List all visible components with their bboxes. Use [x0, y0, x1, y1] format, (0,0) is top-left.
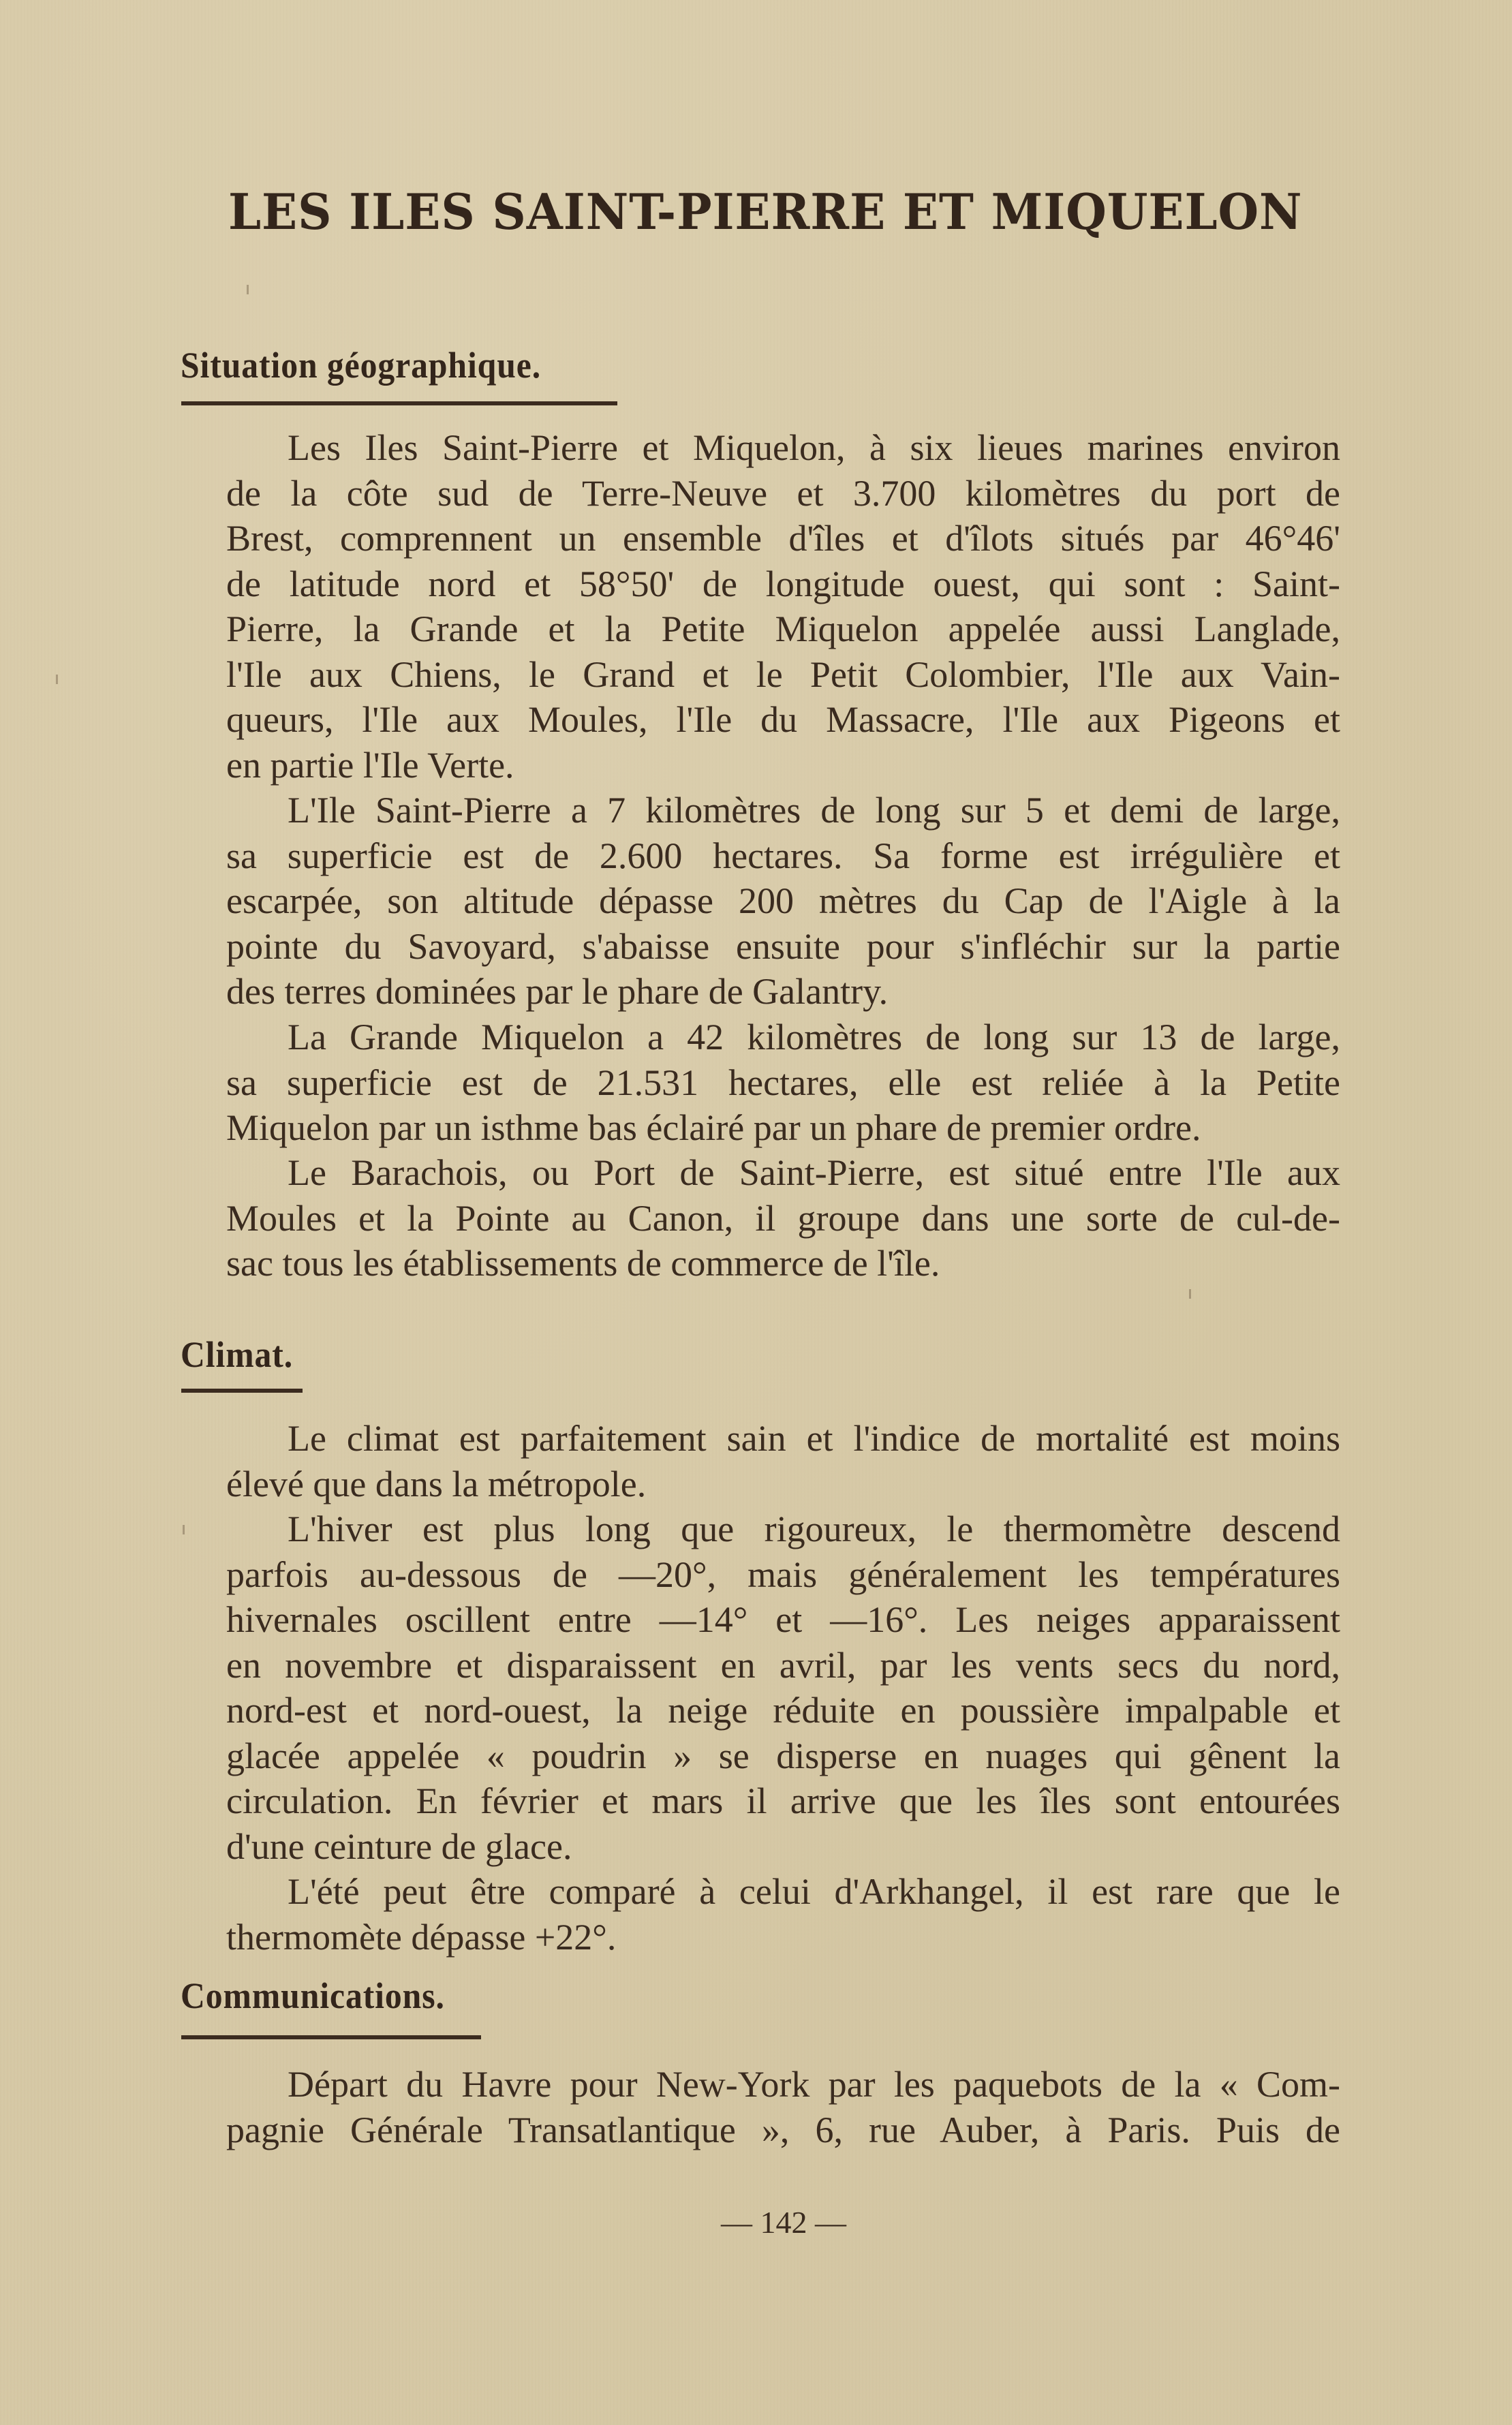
text-line: queurs, l'Ile aux Moules, l'Ile du Massacre, l'Ile aux Pigeons et	[226, 699, 1340, 740]
text-line: l'Ile aux Chiens, le Grand et le Petit Colombier, l'Ile aux Vain-	[226, 653, 1340, 695]
text-line: thermomète dépasse +22°.	[226, 1916, 617, 1958]
text-line: Pierre, la Grande et la Petite Miquelon appelée aussi Langlade,	[226, 608, 1340, 649]
text-line: L'hiver est plus long que rigoureux, le thermomètre descend	[288, 1509, 1340, 1549]
text-line: en novembre et disparaissent en avril, par les vents secs du nord,	[226, 1644, 1340, 1686]
text-line: nord-est et nord-ouest, la neige réduite en poussière impalpable et	[226, 1690, 1340, 1731]
text-line: escarpée, son altitude dépasse 200 mètres du Cap de l'Aigle à la	[226, 880, 1340, 921]
text-line: en partie l'Ile Verte.	[226, 744, 514, 786]
text-line: pagnie Générale Transatlantique », 6, rue Auber, à Paris. Puis de	[226, 2109, 1340, 2150]
paper-speck	[183, 1525, 185, 1534]
text-line: Départ du Havre pour New-York par les paquebots de la « Com-	[288, 2064, 1340, 2105]
text-line: de latitude nord et 58°50' de longitude ouest, qui sont : Saint-	[226, 563, 1340, 604]
paragraph	[226, 1015, 1340, 1151]
text-line: pointe du Savoyard, s'abaisse ensuite pour s'infléchir sur la partie	[226, 925, 1340, 967]
text-line: Moules et la Pointe au Canon, il groupe dans une sorte de cul-de-	[226, 1197, 1340, 1239]
paragraph	[226, 1869, 1340, 1960]
section-heading-situation: Situation géographique.	[181, 345, 542, 386]
text-line: L'Ile Saint-Pierre a 7 kilomètres de long sur 5 et demi de large,	[288, 790, 1340, 831]
page-number: — 142 —	[721, 2205, 846, 2240]
text-line: Le climat est parfaitement sain et l'indice de mortalité est moins	[288, 1418, 1340, 1459]
section-heading-climat: Climat.	[181, 1334, 294, 1375]
text-line: d'une ceinture de glace.	[226, 1825, 572, 1867]
text-line: de la côte sud de Terre-Neuve et 3.700 kilomètres du port de	[226, 472, 1340, 514]
text-line: sa superficie est de 2.600 hectares. Sa forme est irrégulière et	[226, 835, 1340, 876]
heading-underline	[181, 401, 617, 405]
paragraph	[226, 1507, 1340, 1869]
paragraph	[226, 788, 1340, 1015]
text-line: élevé que dans la métropole.	[226, 1463, 647, 1504]
text-line: hivernales oscillent entre —14° et —16°. Les neiges apparaissent	[226, 1599, 1340, 1640]
text-line: sac tous les établissements de commerce de l'île.	[226, 1243, 940, 1284]
text-line: parfois au-dessous de —20°, mais généralement les températures	[226, 1554, 1340, 1595]
paragraph	[226, 425, 1340, 788]
text-line: Le Barachois, ou Port de Saint-Pierre, est situé entre l'Ile aux	[288, 1152, 1340, 1193]
paper-speck	[247, 285, 249, 294]
paragraph	[226, 2062, 1340, 2152]
page-title: LES ILES SAINT-PIERRE ET MIQUELON	[228, 183, 1303, 241]
text-line: glacée appelée « poudrin » se disperse en nuages qui gênent la	[226, 1735, 1340, 1776]
text-line: sa superficie est de 21.531 hectares, elle est reliée à la Petite	[226, 1062, 1340, 1103]
text-line: Les Iles Saint-Pierre et Miquelon, à six lieues marines environ	[288, 427, 1340, 468]
text-line: Brest, comprennent un ensemble d'îles et d'îlots situés par 46°46'	[226, 518, 1340, 559]
section-heading-communications: Communications.	[181, 1975, 445, 2016]
heading-underline	[181, 2035, 481, 2039]
text-line: des terres dominées par le phare de Galantry.	[226, 971, 889, 1012]
paper-speck	[1189, 1289, 1191, 1299]
heading-underline	[181, 1389, 303, 1393]
text-line: La Grande Miquelon a 42 kilomètres de long sur 13 de large,	[288, 1017, 1340, 1057]
paper-speck	[56, 675, 58, 684]
text-line: Miquelon par un isthme bas éclairé par un phare de premier ordre.	[226, 1107, 1201, 1148]
paragraph	[226, 1150, 1340, 1286]
paragraph	[226, 1416, 1340, 1507]
text-line: L'été peut être comparé à celui d'Arkhangel, il est rare que le	[288, 1871, 1340, 1912]
text-line: circulation. En février et mars il arrive que les îles sont entourées	[226, 1780, 1340, 1821]
